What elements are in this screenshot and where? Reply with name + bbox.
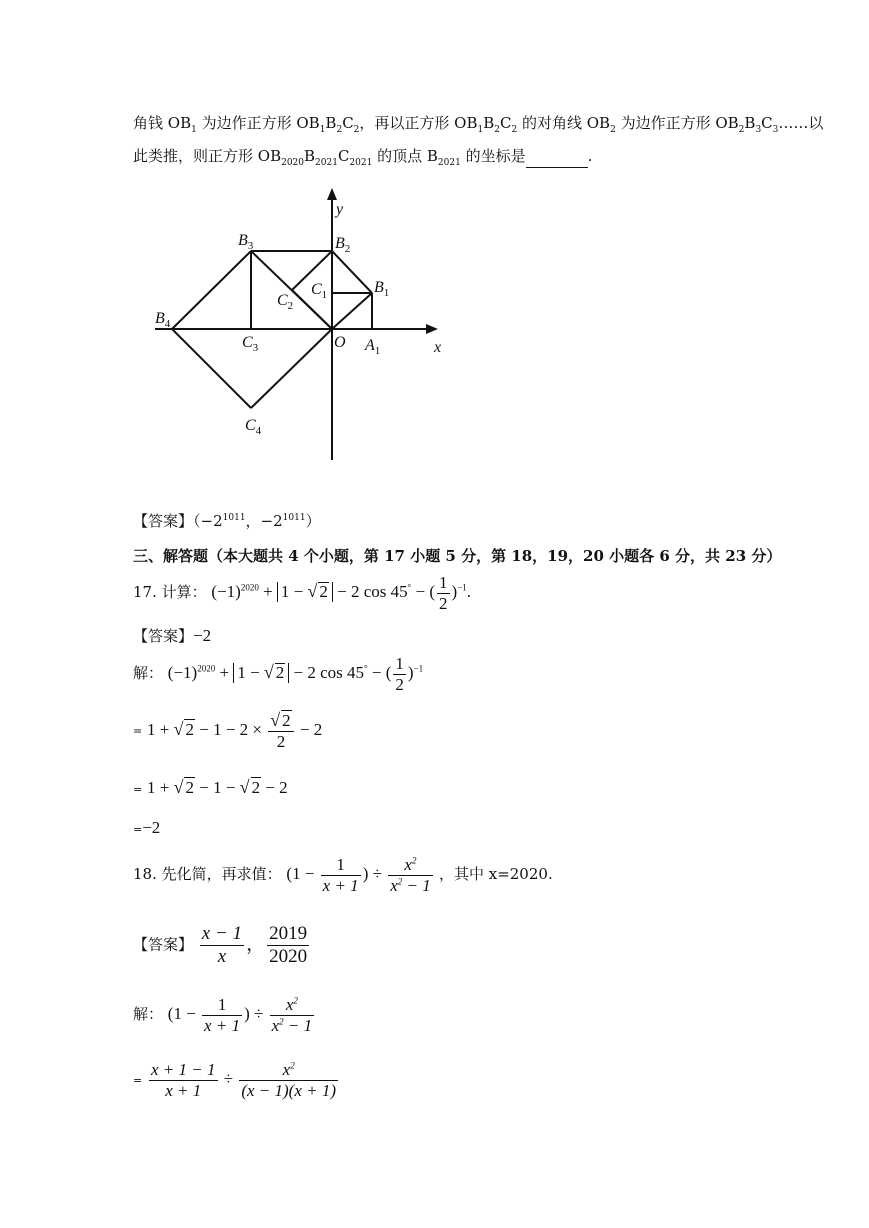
term: − 2 bbox=[261, 778, 288, 797]
subscript: 1 bbox=[319, 125, 326, 135]
term: (−1) bbox=[211, 581, 241, 601]
term: 1 − bbox=[280, 581, 308, 601]
radicand: 2 bbox=[185, 719, 194, 739]
period: . bbox=[466, 581, 472, 601]
subscript: 2020 bbox=[281, 158, 304, 168]
radicand: 2 bbox=[185, 778, 194, 797]
answer-17 bbox=[133, 625, 211, 646]
fraction bbox=[393, 654, 406, 694]
var: x bbox=[285, 995, 294, 1014]
answer-16 bbox=[133, 510, 321, 531]
answer-label: 【答案】 bbox=[133, 512, 194, 530]
term: 1 + bbox=[147, 778, 174, 797]
text: 的对角线 OB bbox=[517, 114, 611, 132]
denominator: 2020 bbox=[269, 945, 308, 967]
op: − ( bbox=[367, 662, 392, 682]
radicand: 2 bbox=[319, 581, 328, 601]
label-C2: $C_2$ bbox=[277, 292, 294, 312]
fraction bbox=[270, 995, 315, 1035]
solution-18-step-1 bbox=[133, 1060, 340, 1100]
solution-prefix: 解： bbox=[133, 663, 164, 682]
subscript: 2 bbox=[511, 125, 518, 135]
exponent: −1 bbox=[413, 663, 424, 674]
x-axis-arrow-icon bbox=[426, 324, 438, 334]
exponent: 2020 bbox=[240, 582, 259, 593]
figure-lines bbox=[155, 188, 438, 460]
subscript: 2 bbox=[738, 125, 745, 135]
exponent: 2 bbox=[397, 875, 403, 886]
solution-17-step-2 bbox=[133, 777, 288, 798]
expression bbox=[167, 654, 424, 694]
question-prefix: 17. 计算： bbox=[133, 582, 207, 601]
segment-C4O bbox=[251, 329, 332, 408]
text: ） bbox=[305, 512, 321, 530]
segment-B1B2 bbox=[332, 251, 372, 293]
op: − ( bbox=[411, 581, 436, 601]
subscript: 2 bbox=[336, 125, 343, 135]
term: − 2 bbox=[295, 719, 323, 739]
exponent: 2020 bbox=[197, 663, 216, 674]
text: ……以 bbox=[778, 114, 824, 132]
label-B4: $B_4$ bbox=[155, 310, 171, 330]
text: B bbox=[483, 114, 495, 132]
var: x bbox=[282, 1060, 291, 1079]
subscript: 2 bbox=[353, 125, 360, 135]
separator: ， bbox=[246, 933, 266, 955]
denominator: x + 1 bbox=[165, 1080, 202, 1100]
exponent: 2 bbox=[293, 995, 298, 1006]
absolute-value bbox=[233, 663, 289, 683]
exponent: 2 bbox=[279, 1015, 284, 1026]
text: C bbox=[337, 147, 350, 165]
expression bbox=[147, 710, 323, 751]
label-C3: $C_3$ bbox=[242, 334, 259, 354]
op: ÷ bbox=[219, 1068, 238, 1088]
fraction bbox=[202, 995, 242, 1035]
numerator bbox=[388, 855, 433, 876]
y-axis-arrow-icon bbox=[327, 188, 337, 200]
subscript: 1 bbox=[477, 125, 484, 135]
label-O: O bbox=[334, 334, 346, 351]
denominator bbox=[388, 876, 433, 896]
term: − 2 cos 45 bbox=[332, 581, 408, 601]
term: 1 + bbox=[147, 719, 174, 739]
expression bbox=[211, 573, 472, 613]
denominator: 2 bbox=[439, 593, 448, 613]
numerator: 2019 bbox=[269, 923, 308, 944]
solution-prefix: 解： bbox=[133, 1004, 164, 1023]
problem-16-text-line-2 bbox=[133, 145, 592, 168]
op: ) ÷ bbox=[362, 863, 387, 883]
label-C1: $C_1$ bbox=[311, 281, 328, 301]
answer-label: 【答案】 bbox=[133, 935, 194, 954]
segment-B3B4 bbox=[172, 251, 251, 329]
question-18 bbox=[133, 855, 553, 895]
solution-17 bbox=[133, 654, 423, 694]
label-B1: $B_1$ bbox=[374, 279, 390, 299]
fraction bbox=[388, 855, 433, 895]
denominator: (x − 1)(x + 1) bbox=[241, 1080, 337, 1100]
radicand: 2 bbox=[282, 711, 291, 730]
sqrt-sign: √ bbox=[173, 718, 184, 739]
equals: = bbox=[133, 724, 143, 738]
label-A1: $A_1$ bbox=[365, 337, 381, 357]
expression bbox=[286, 855, 439, 895]
subscript: 2021 bbox=[315, 158, 338, 168]
var: x bbox=[271, 1015, 280, 1035]
fraction bbox=[200, 923, 244, 968]
op: + bbox=[258, 581, 277, 601]
denominator: x + 1 bbox=[204, 1015, 241, 1035]
subscript: 3 bbox=[755, 125, 762, 135]
text: （−2 bbox=[193, 512, 223, 530]
term: (−1) bbox=[167, 662, 198, 682]
segment-B4C4 bbox=[172, 329, 251, 408]
text: B bbox=[744, 114, 756, 132]
exponent: 2 bbox=[411, 855, 417, 866]
var: x bbox=[404, 855, 412, 874]
sqrt-sign: √ bbox=[173, 777, 184, 797]
sqrt-sign: √ bbox=[307, 580, 318, 601]
term: − 1 − 2 × bbox=[194, 719, 267, 739]
text: 为边作正方形 OB bbox=[196, 114, 320, 132]
answer-blank bbox=[526, 153, 588, 168]
numerator: 1 bbox=[395, 654, 404, 673]
term: 1 − bbox=[237, 662, 264, 682]
text: C bbox=[500, 114, 512, 132]
fraction bbox=[239, 1060, 338, 1100]
text: 的顶点 B bbox=[372, 147, 438, 165]
expression bbox=[167, 995, 316, 1035]
fraction bbox=[321, 855, 361, 895]
question-17 bbox=[133, 573, 471, 613]
term: − 2 cos 45 bbox=[289, 662, 365, 682]
subscript: 1 bbox=[191, 125, 197, 135]
figure-labels bbox=[155, 201, 441, 437]
denominator bbox=[270, 1016, 315, 1036]
numerator: 1 bbox=[202, 995, 242, 1016]
numerator bbox=[268, 710, 293, 732]
text: 角钱 OB bbox=[133, 114, 192, 132]
op: + bbox=[215, 662, 234, 682]
text: . bbox=[587, 147, 593, 165]
numerator: x − 1 bbox=[201, 923, 243, 944]
solution-17-step-3 bbox=[133, 818, 160, 838]
answer-value: −2 bbox=[193, 626, 212, 645]
exponent: 1011 bbox=[282, 513, 306, 523]
denominator: 2 bbox=[276, 731, 286, 751]
numerator bbox=[239, 1060, 338, 1081]
text: 的坐标是 bbox=[460, 147, 526, 165]
label-x: x bbox=[434, 339, 442, 356]
subscript: 2 bbox=[494, 125, 500, 135]
solution-17-step-1 bbox=[133, 710, 322, 751]
text: C bbox=[761, 114, 773, 132]
exponent: 2 bbox=[290, 1060, 295, 1071]
fraction bbox=[437, 573, 450, 613]
numerator bbox=[270, 995, 315, 1016]
numerator: x + 1 − 1 bbox=[151, 1060, 216, 1079]
exponent: 1011 bbox=[222, 513, 246, 523]
sqrt-sign: √ bbox=[239, 777, 250, 797]
sqrt-sign: √ bbox=[270, 710, 281, 730]
section-3-heading: 三、解答题（本大题共 4 个小题，第 17 小题 5 分，第 18，19，20 小题各 6 分，共 23 分） bbox=[133, 547, 782, 565]
degree: ° bbox=[364, 663, 368, 674]
result: −2 bbox=[142, 818, 161, 837]
question-prefix: 18. 先化简，再求值： bbox=[133, 864, 282, 883]
subscript: 2 bbox=[610, 125, 616, 135]
text: B bbox=[304, 147, 316, 165]
label-C4: $C_4$ bbox=[245, 417, 262, 437]
answer-18 bbox=[133, 923, 311, 968]
expression bbox=[147, 778, 288, 797]
exponent: −1 bbox=[457, 582, 467, 593]
solution-18 bbox=[133, 995, 316, 1035]
numerator: 1 bbox=[439, 573, 448, 592]
text: ，再以正方形 OB bbox=[359, 114, 478, 132]
radicand: 2 bbox=[275, 662, 285, 682]
question-suffix: ，其中 x=2020. bbox=[438, 864, 553, 883]
equals: = bbox=[133, 783, 143, 796]
denominator: x + 1 bbox=[322, 875, 359, 895]
term: (1 − bbox=[167, 1003, 201, 1023]
equals: = bbox=[133, 823, 143, 836]
text: ，−2 bbox=[245, 512, 283, 530]
denominator: 2 bbox=[395, 674, 404, 694]
numerator: 1 bbox=[321, 855, 361, 876]
radicand: 2 bbox=[251, 778, 261, 797]
degree: ° bbox=[407, 582, 412, 593]
subscript: 3 bbox=[772, 125, 779, 135]
text: C bbox=[342, 114, 354, 132]
subscript: 2021 bbox=[349, 158, 373, 168]
text: 为边作正方形 OB bbox=[615, 114, 739, 132]
fraction bbox=[149, 1060, 218, 1100]
term: (1 − bbox=[286, 863, 319, 883]
label-B2: $B_2$ bbox=[335, 235, 351, 255]
paren: ) bbox=[407, 662, 414, 682]
subscript: 2021 bbox=[437, 158, 461, 168]
text: 此类推，则正方形 OB bbox=[133, 147, 282, 165]
term: − 1 bbox=[283, 1015, 313, 1035]
text: B bbox=[325, 114, 337, 132]
segment-OB1 bbox=[332, 293, 372, 329]
op: ) ÷ bbox=[244, 1003, 268, 1023]
absolute-value bbox=[277, 582, 333, 602]
expression bbox=[198, 923, 311, 967]
paren: ) bbox=[451, 581, 458, 601]
term: − 1 bbox=[402, 875, 431, 895]
label-y: y bbox=[336, 201, 344, 218]
expression bbox=[147, 1060, 340, 1100]
label-B3: $B_3$ bbox=[238, 232, 254, 252]
sqrt-sign: √ bbox=[263, 661, 274, 682]
problem-16-text-line-1 bbox=[133, 112, 823, 135]
equals: = bbox=[133, 1073, 143, 1087]
fraction bbox=[267, 923, 309, 968]
answer-label: 【答案】 bbox=[133, 627, 194, 645]
var: x bbox=[390, 875, 398, 895]
denominator: x bbox=[217, 945, 227, 967]
geometry-figure bbox=[140, 180, 460, 470]
fraction bbox=[268, 710, 293, 751]
term: − 1 − bbox=[194, 778, 240, 797]
